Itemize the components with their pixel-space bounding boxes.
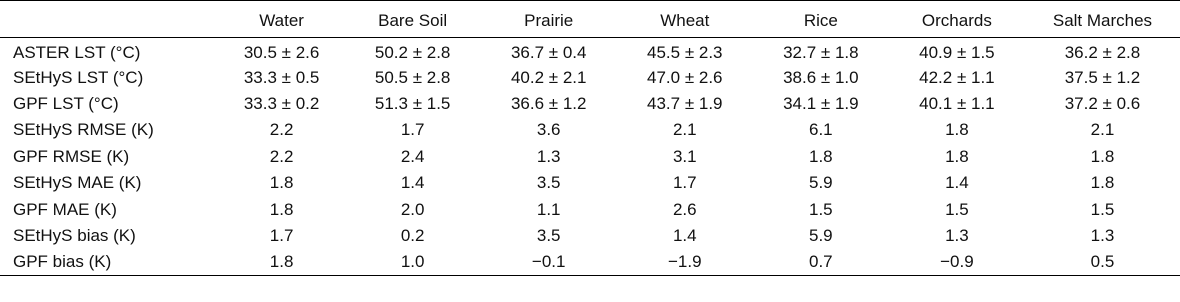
table-row bbox=[0, 196, 1180, 222]
table-cell: 50.5 ± 2.8 bbox=[374, 67, 451, 87]
row-label: SEtHyS bias (K) bbox=[13, 225, 136, 245]
table-cell: 5.9 bbox=[809, 173, 833, 193]
table-cell: 1.8 bbox=[945, 146, 969, 166]
column-header: Rice bbox=[803, 10, 838, 30]
table-cell: 33.3 ± 0.2 bbox=[243, 93, 320, 113]
row-label: GPF RMSE (K) bbox=[13, 146, 130, 166]
row-label: ASTER LST (°C) bbox=[13, 42, 141, 62]
table-row bbox=[0, 169, 1180, 195]
table-cell: −1.9 bbox=[667, 252, 702, 272]
table-row bbox=[0, 90, 1180, 116]
column-header: Salt Marches bbox=[1052, 10, 1153, 30]
table-cell: 0.5 bbox=[1090, 252, 1115, 272]
table-cell: 2.4 bbox=[400, 146, 425, 166]
table-cell: 51.3 ± 1.5 bbox=[374, 93, 451, 113]
table-row bbox=[0, 143, 1180, 169]
table-cell: 1.8 bbox=[809, 146, 833, 166]
header-corner-cell bbox=[0, 1, 219, 38]
table-cell: 1.5 bbox=[1090, 199, 1115, 219]
table-cell: 34.1 ± 1.9 bbox=[783, 93, 859, 113]
table-cell: 37.5 ± 1.2 bbox=[1064, 67, 1141, 87]
table-row bbox=[0, 222, 1180, 248]
column-header: Prairie bbox=[524, 10, 574, 30]
table-cell: 36.2 ± 2.8 bbox=[1064, 42, 1141, 62]
row-label: SEtHyS LST (°C) bbox=[13, 67, 144, 87]
table-cell: 36.7 ± 0.4 bbox=[510, 42, 587, 62]
table-cell: 1.3 bbox=[536, 146, 561, 166]
table-cell: 1.3 bbox=[945, 225, 969, 245]
row-label: SEtHyS RMSE (K) bbox=[13, 120, 154, 140]
table-row bbox=[0, 38, 1180, 64]
table-cell: 36.6 ± 1.2 bbox=[510, 93, 587, 113]
table-cell: 40.2 ± 2.1 bbox=[510, 67, 587, 87]
table-cell: 1.8 bbox=[1090, 146, 1115, 166]
table-cell: 37.2 ± 0.6 bbox=[1064, 93, 1141, 113]
table-cell: 3.6 bbox=[536, 120, 561, 140]
table-cell: 1.8 bbox=[269, 199, 294, 219]
table-cell: 2.6 bbox=[672, 199, 697, 219]
table-cell: 42.2 ± 1.1 bbox=[919, 67, 995, 87]
row-label: GPF LST (°C) bbox=[13, 93, 119, 113]
row-label: GPF MAE (K) bbox=[13, 199, 117, 219]
table-cell: −0.9 bbox=[940, 252, 974, 272]
table-cell: 6.1 bbox=[809, 120, 833, 140]
table-body bbox=[0, 38, 1180, 276]
table-cell: 1.1 bbox=[536, 199, 561, 219]
table-cell: 1.8 bbox=[1090, 173, 1115, 193]
table-cell: 0.7 bbox=[809, 252, 833, 272]
table-cell: 40.1 ± 1.1 bbox=[919, 93, 995, 113]
table-cell: 3.5 bbox=[536, 173, 561, 193]
table-cell: 1.8 bbox=[945, 120, 969, 140]
table-cell: 1.8 bbox=[269, 173, 294, 193]
table-cell: 1.5 bbox=[945, 199, 969, 219]
table-cell: 50.2 ± 2.8 bbox=[374, 42, 451, 62]
table-cell: 1.3 bbox=[1090, 225, 1115, 245]
table-cell: 2.2 bbox=[269, 146, 294, 166]
column-header: Orchards bbox=[921, 10, 992, 30]
column-header: Wheat bbox=[660, 10, 710, 30]
table-cell: 3.1 bbox=[672, 146, 697, 166]
table-row bbox=[0, 249, 1180, 275]
table-row bbox=[0, 117, 1180, 143]
table-cell: 43.7 ± 1.9 bbox=[647, 93, 723, 113]
table-cell: 1.5 bbox=[809, 199, 833, 219]
table-cell: 2.2 bbox=[269, 120, 294, 140]
table-cell: 32.7 ± 1.8 bbox=[783, 42, 859, 62]
column-header: Water bbox=[259, 10, 304, 30]
table-cell: 47.0 ± 2.6 bbox=[647, 67, 723, 87]
table-cell: 2.0 bbox=[400, 199, 425, 219]
table-header bbox=[0, 1, 1180, 38]
row-label: SEtHyS MAE (K) bbox=[13, 173, 142, 193]
table-cell: 3.5 bbox=[536, 225, 561, 245]
table-cell: 40.9 ± 1.5 bbox=[919, 42, 995, 62]
table-cell: 1.4 bbox=[672, 225, 697, 245]
table-cell: 1.4 bbox=[945, 173, 969, 193]
table-cell: 1.0 bbox=[400, 252, 425, 272]
table-cell: −0.1 bbox=[531, 252, 566, 272]
table-cell: 1.8 bbox=[269, 252, 294, 272]
table-row bbox=[0, 64, 1180, 90]
row-label: GPF bias (K) bbox=[13, 252, 112, 272]
table-cell: 33.3 ± 0.5 bbox=[243, 67, 320, 87]
table-cell: 0.2 bbox=[400, 225, 425, 245]
table-cell: 2.1 bbox=[672, 120, 697, 140]
table-cell: 2.1 bbox=[1090, 120, 1115, 140]
header-row bbox=[0, 1, 1180, 38]
table-cell: 1.7 bbox=[400, 120, 425, 140]
table-cell: 1.7 bbox=[672, 173, 697, 193]
table-cell: 30.5 ± 2.6 bbox=[243, 42, 320, 62]
column-header: Bare Soil bbox=[378, 10, 448, 30]
table-cell: 5.9 bbox=[809, 225, 833, 245]
table-cell: 45.5 ± 2.3 bbox=[647, 42, 723, 62]
table-cell: 38.6 ± 1.0 bbox=[783, 67, 859, 87]
table-cell: 1.4 bbox=[400, 173, 425, 193]
table-cell: 1.7 bbox=[269, 225, 294, 245]
